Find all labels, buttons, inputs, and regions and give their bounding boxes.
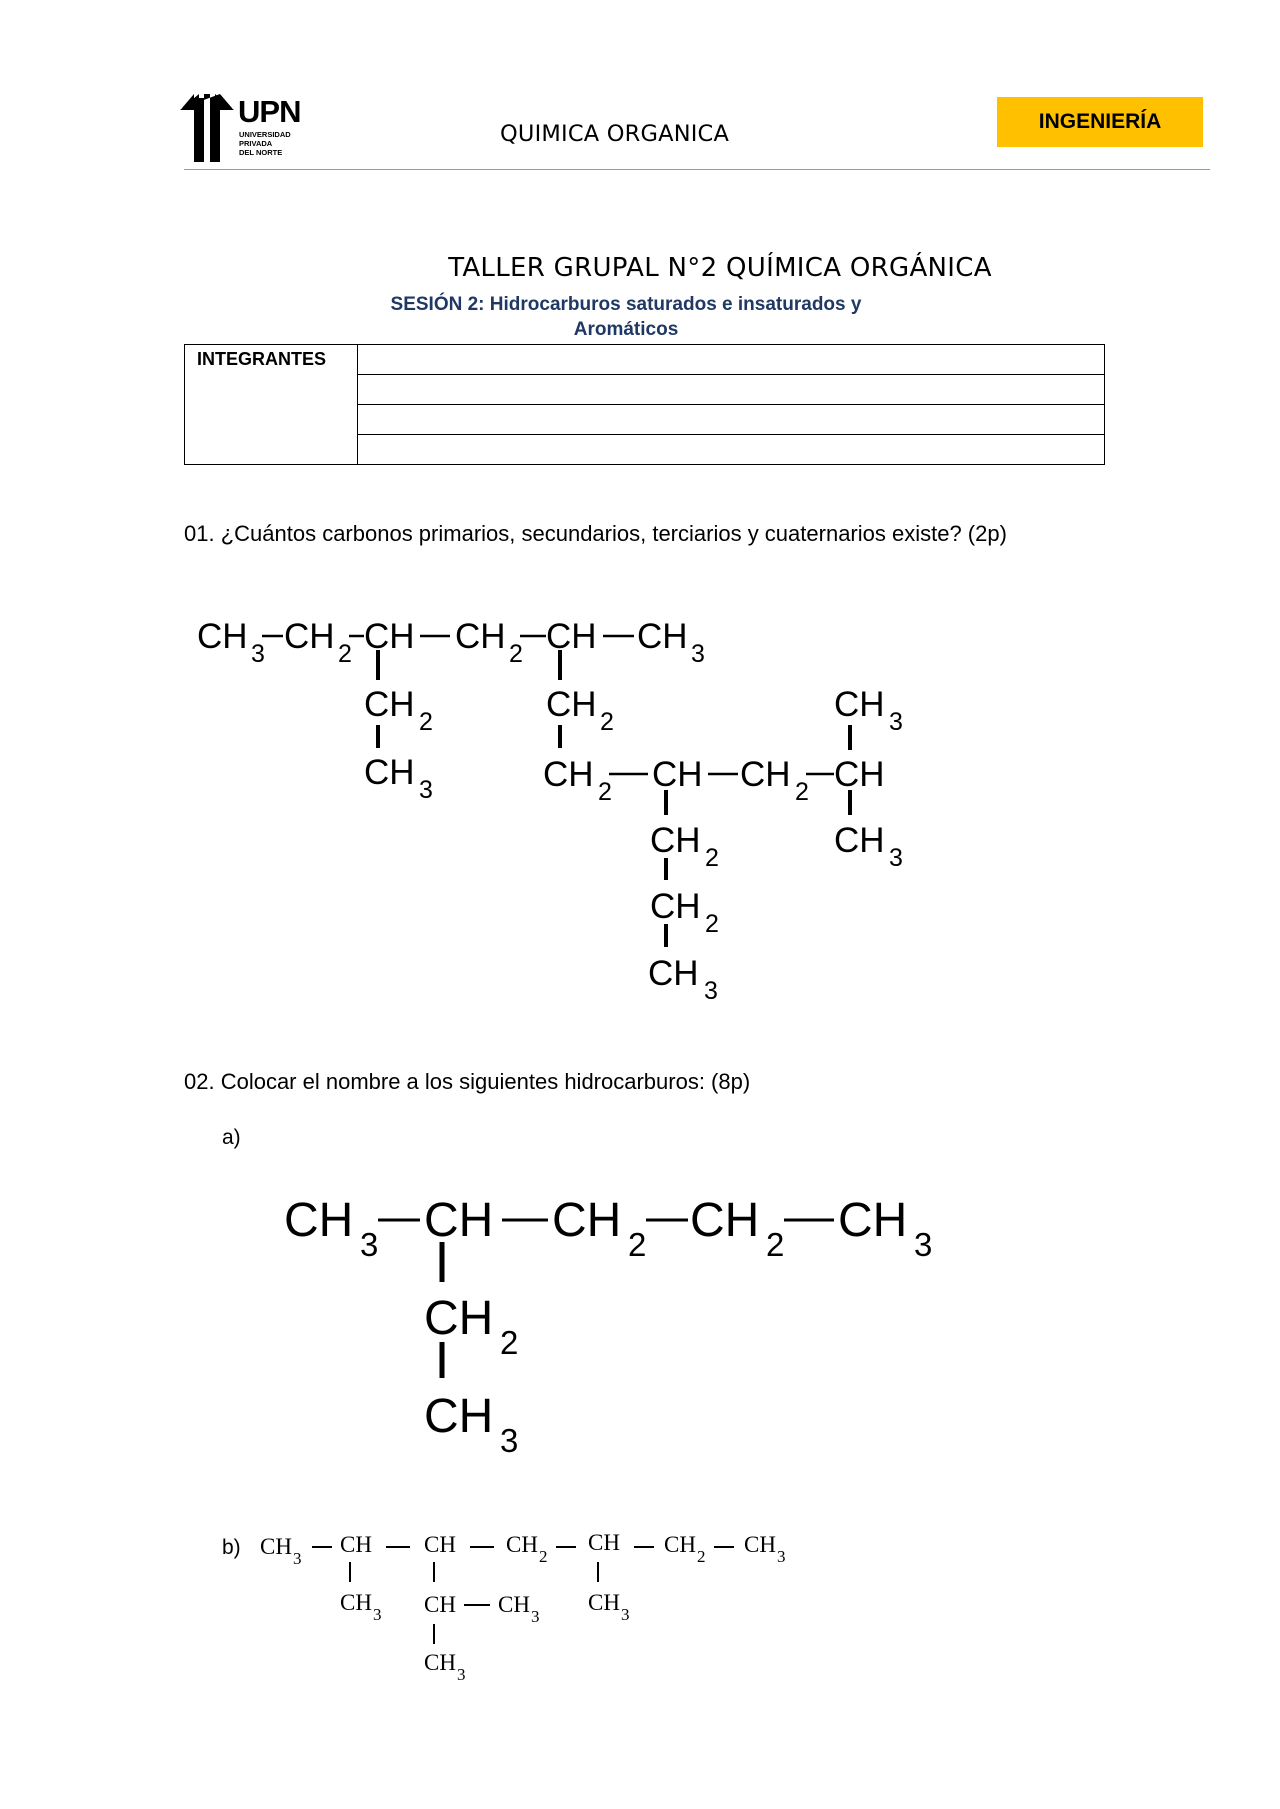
svg-text:CH: CH xyxy=(834,821,885,860)
svg-text:CH: CH xyxy=(546,685,597,724)
svg-text:CH: CH xyxy=(284,1194,354,1247)
svg-text:3: 3 xyxy=(691,640,705,668)
svg-text:CH: CH xyxy=(197,617,248,656)
svg-text:CH: CH xyxy=(648,954,699,993)
svg-text:CH: CH xyxy=(498,1592,530,1617)
members-label: INTEGRANTES xyxy=(185,345,358,465)
logo-subtext-3: DEL NORTE xyxy=(239,148,283,157)
svg-text:3: 3 xyxy=(914,1226,933,1263)
svg-text:CH: CH xyxy=(424,1194,494,1247)
svg-text:CH: CH xyxy=(744,1532,776,1557)
svg-text:CH: CH xyxy=(834,685,885,724)
svg-text:2: 2 xyxy=(697,1547,706,1566)
svg-text:CH: CH xyxy=(260,1534,292,1559)
svg-text:CH: CH xyxy=(637,617,688,656)
svg-text:CH: CH xyxy=(455,617,506,656)
question-1: 01. ¿Cuántos carbonos primarios, secundarios, terciarios y cuaternarios existe? (2p) xyxy=(184,521,1007,546)
svg-text:2: 2 xyxy=(795,778,809,806)
workshop-title: TALLER GRUPAL N°2 QUÍMICA ORGÁNICA xyxy=(448,253,992,283)
svg-text:CH: CH xyxy=(506,1532,538,1557)
svg-text:3: 3 xyxy=(889,708,903,736)
svg-text:2: 2 xyxy=(419,708,433,736)
svg-text:3: 3 xyxy=(293,1549,302,1568)
svg-text:3: 3 xyxy=(704,977,718,1005)
svg-text:CH: CH xyxy=(838,1194,908,1247)
faculty-badge: INGENIERÍA xyxy=(997,97,1203,147)
svg-text:CH: CH xyxy=(650,821,701,860)
svg-text:CH: CH xyxy=(664,1532,696,1557)
svg-text:CH: CH xyxy=(284,617,335,656)
svg-text:CH: CH xyxy=(424,1592,456,1617)
svg-text:CH: CH xyxy=(340,1532,372,1557)
svg-text:CH: CH xyxy=(364,685,415,724)
svg-text:2: 2 xyxy=(539,1547,548,1566)
svg-text:CH: CH xyxy=(690,1194,760,1247)
svg-text:3: 3 xyxy=(889,844,903,872)
svg-text:2: 2 xyxy=(598,778,612,806)
svg-text:CH: CH xyxy=(364,617,415,656)
svg-text:2: 2 xyxy=(705,844,719,872)
course-title: QUIMICA ORGANICA xyxy=(500,121,730,147)
logo-subtext-1: UNIVERSIDAD xyxy=(239,130,291,139)
svg-text:3: 3 xyxy=(621,1605,630,1624)
svg-text:CH: CH xyxy=(588,1530,620,1555)
svg-text:2: 2 xyxy=(600,708,614,736)
svg-text:2: 2 xyxy=(500,1324,519,1361)
svg-text:CH: CH xyxy=(740,755,791,794)
logo-wordmark: UPN xyxy=(238,94,301,129)
svg-text:3: 3 xyxy=(500,1422,519,1459)
svg-text:CH: CH xyxy=(650,887,701,926)
svg-text:CH: CH xyxy=(340,1590,372,1615)
svg-text:2: 2 xyxy=(509,640,523,668)
svg-text:CH: CH xyxy=(424,1532,456,1557)
question-2b-label: b) xyxy=(222,1536,241,1559)
svg-text:3: 3 xyxy=(531,1607,540,1626)
svg-text:3: 3 xyxy=(373,1605,382,1624)
session-line-2: Aromáticos xyxy=(573,319,679,340)
svg-text:2: 2 xyxy=(766,1226,785,1263)
svg-text:2: 2 xyxy=(705,910,719,938)
svg-text:CH: CH xyxy=(424,1292,494,1345)
session-line-1: SESIÓN 2: Hidrocarburos saturados e insaturados y xyxy=(390,294,862,315)
svg-text:3: 3 xyxy=(777,1547,786,1566)
svg-text:CH: CH xyxy=(652,755,703,794)
question-2a-label: a) xyxy=(222,1126,241,1149)
svg-text:CH: CH xyxy=(588,1590,620,1615)
svg-text:CH: CH xyxy=(834,755,885,794)
svg-text:CH: CH xyxy=(424,1650,456,1675)
svg-text:CH: CH xyxy=(364,753,415,792)
svg-text:3: 3 xyxy=(251,640,265,668)
question-2: 02. Colocar el nombre a los siguientes hidrocarburos: (8p) xyxy=(184,1069,751,1094)
svg-text:2: 2 xyxy=(628,1226,647,1263)
svg-text:CH: CH xyxy=(543,755,594,794)
svg-text:CH: CH xyxy=(546,617,597,656)
svg-text:3: 3 xyxy=(360,1226,379,1263)
svg-text:2: 2 xyxy=(338,640,352,668)
logo-subtext-2: PRIVADA xyxy=(239,139,273,148)
svg-text:3: 3 xyxy=(457,1665,466,1684)
svg-text:CH: CH xyxy=(424,1390,494,1443)
svg-text:3: 3 xyxy=(419,776,433,804)
svg-text:CH: CH xyxy=(552,1194,622,1247)
